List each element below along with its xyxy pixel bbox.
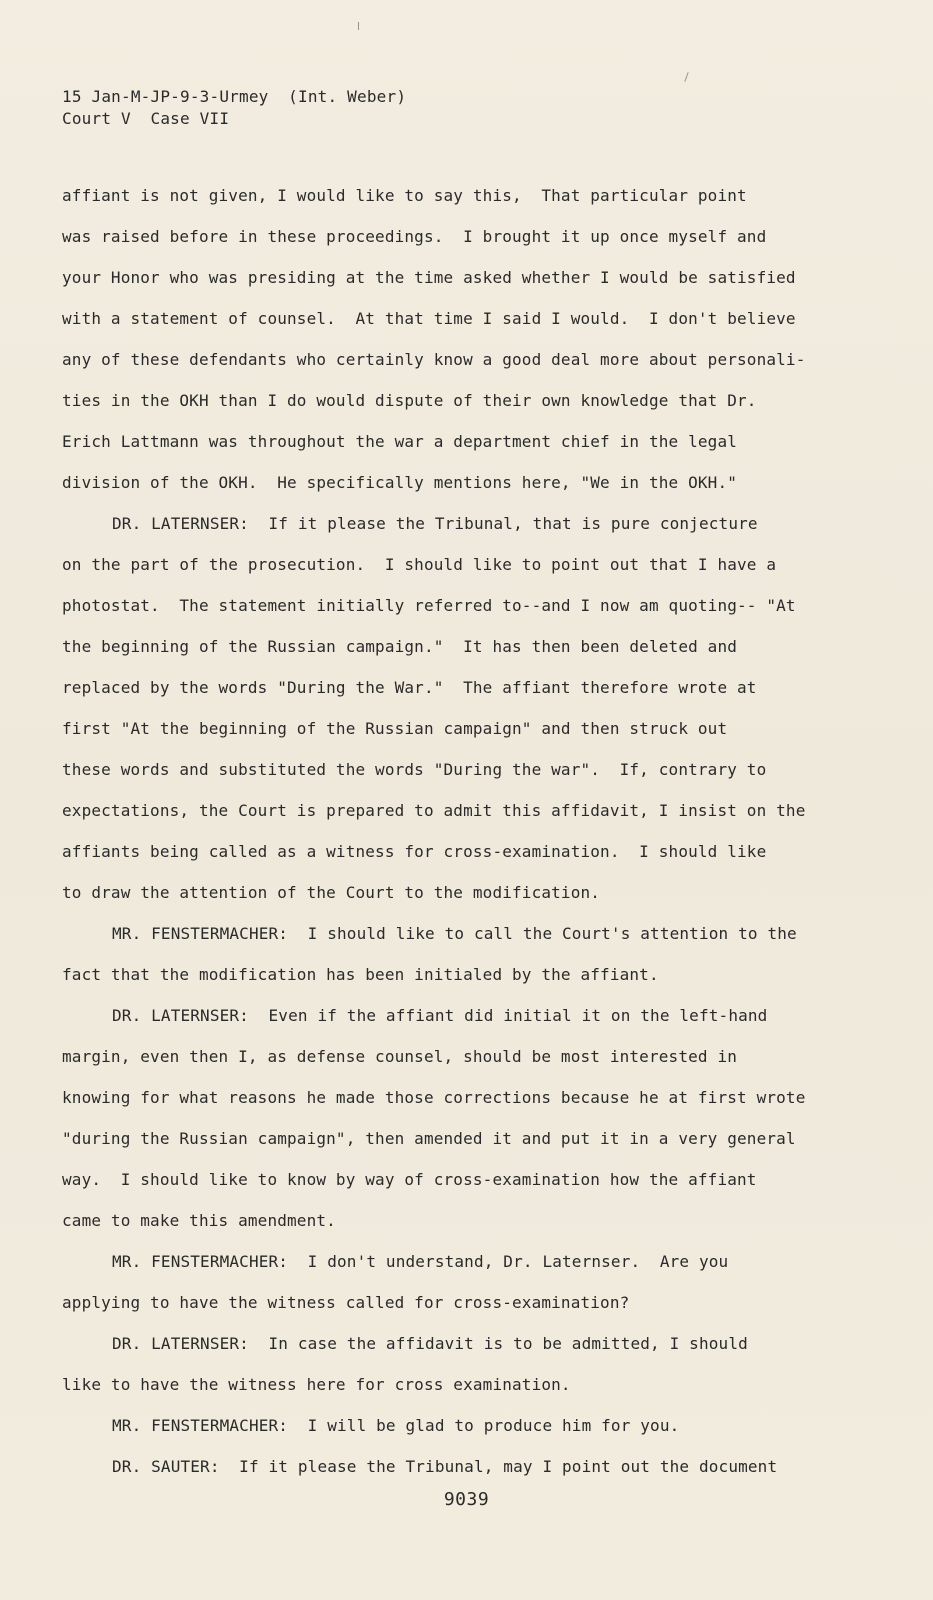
text-line: "during the Russian campaign", then amended it and put it in a very general <box>62 1129 796 1148</box>
document-header <box>62 86 406 130</box>
text-line: division of the OKH. He specifically mentions here, "We in the OKH." <box>62 473 738 492</box>
paper-speck <box>684 72 688 82</box>
header-line-2: Court V Case VII <box>62 109 230 128</box>
speaker-line: DR. LATERNSER: Even if the affiant did initial it on the left-hand <box>112 1006 768 1025</box>
speaker-line: MR. FENSTERMACHER: I will be glad to produce him for you. <box>112 1416 680 1435</box>
text-line: expectations, the Court is prepared to admit this affidavit, I insist on the <box>62 801 806 820</box>
text-line: ties in the OKH than I do would dispute of their own knowledge that Dr. <box>62 391 757 410</box>
text-line: on the part of the prosecution. I should like to point out that I have a <box>62 555 777 574</box>
header-line-1: 15 Jan-M-JP-9-3-Urmey (Int. Weber) <box>62 87 407 106</box>
text-line: these words and substituted the words "During the war". If, contrary to <box>62 760 767 779</box>
text-line: first "At the beginning of the Russian campaign" and then struck out <box>62 719 728 738</box>
speaker-line: MR. FENSTERMACHER: I should like to call the Court's attention to the <box>112 924 797 943</box>
page-number: 9039 <box>443 1489 490 1510</box>
text-line: was raised before in these proceedings. I brought it up once myself and <box>62 227 767 246</box>
text-line: any of these defendants who certainly know a good deal more about personali- <box>62 350 806 369</box>
text-line: Erich Lattmann was throughout the war a department chief in the legal <box>62 432 738 451</box>
text-line: photostat. The statement initially referred to--and I now am quoting-- "At <box>62 596 796 615</box>
text-line: affiant is not given, I would like to say this, That particular point <box>62 186 747 205</box>
text-line: fact that the modification has been initialed by the affiant. <box>62 965 659 984</box>
text-line: way. I should like to know by way of cross-examination how the affiant <box>62 1170 757 1189</box>
text-line: applying to have the witness called for cross-examination? <box>62 1293 630 1312</box>
text-line: your Honor who was presiding at the time asked whether I would be satisfied <box>62 268 796 287</box>
text-line: with a statement of counsel. At that time I said I would. I don't believe <box>62 309 796 328</box>
text-line: came to make this amendment. <box>62 1211 336 1230</box>
text-line: margin, even then I, as defense counsel, should be most interested in <box>62 1047 738 1066</box>
text-line: knowing for what reasons he made those corrections because he at first wrote <box>62 1088 806 1107</box>
speaker-line: DR. LATERNSER: In case the affidavit is to be admitted, I should <box>112 1334 748 1353</box>
paper-speck <box>358 22 359 30</box>
speaker-line: DR. SAUTER: If it please the Tribunal, may I point out the document <box>112 1457 778 1476</box>
text-line: affiants being called as a witness for cross-examination. I should like <box>62 842 767 861</box>
speaker-line: DR. LATERNSER: If it please the Tribunal, that is pure conjecture <box>112 514 758 533</box>
transcript-body <box>62 185 852 1497</box>
text-line: like to have the witness here for cross examination. <box>62 1375 571 1394</box>
text-line: to draw the attention of the Court to the modification. <box>62 883 601 902</box>
text-line: replaced by the words "During the War." The affiant therefore wrote at <box>62 678 757 697</box>
speaker-line: MR. FENSTERMACHER: I don't understand, Dr. Laternser. Are you <box>112 1252 729 1271</box>
text-line: the beginning of the Russian campaign." It has then been deleted and <box>62 637 738 656</box>
